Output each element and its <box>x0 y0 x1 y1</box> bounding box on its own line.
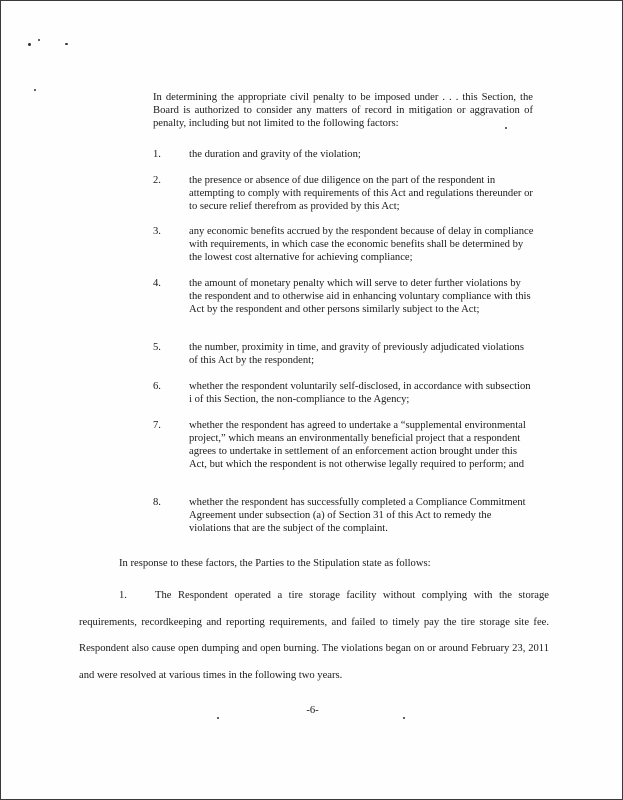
factor-number: 7. <box>153 420 161 431</box>
factor-number: 2. <box>153 175 161 186</box>
factor-number: 3. <box>153 226 161 237</box>
factor-text: the presence or absence of due diligence on the part of the respondent in attempting to comply with requirements of this Act and regulations thereunder or to secure relief therefrom as provided by this Act; <box>189 175 533 212</box>
page-number: -6- <box>306 705 319 716</box>
factor-number: 1. <box>153 149 161 160</box>
factor-number: 6. <box>153 381 161 392</box>
scan-speck <box>34 89 36 91</box>
paragraph-number: 1. <box>119 590 127 601</box>
factor-number: 4. <box>153 278 161 289</box>
factor-number: 8. <box>153 497 161 508</box>
factor-text: whether the respondent voluntarily self-disclosed, in accordance with subsection i of this Section, the non-compliance to the Agency; <box>189 381 531 405</box>
factor-text: the number, proximity in time, and gravity of previously adjudicated violations of this Act by the respondent; <box>189 342 524 366</box>
factor-text: the amount of monetary penalty which will serve to deter further violations by the respondent and to otherwise aid in enhancing voluntary compliance with this Act by the respondent and other persons similarly subject to the Act; <box>189 278 531 315</box>
quoted-statute-intro: In determining the appropriate civil penalty to be imposed under . . . this Section, the Board is authorized to consider any matters of record in mitigation or aggravation of penalty, including but not limited to the following factors: <box>153 92 533 129</box>
factor-number: 5. <box>153 342 161 353</box>
scan-speck <box>403 717 405 719</box>
paragraph-text: The Respondent operated a tire storage facility without complying with the storage requirements, recordkeeping and reporting requirements, and failed to timely pay the tire storage site fee. Respondent also cause open dumping and open burning. The violations began on or around February 23, 2011 and were resolved at various times in the following two years. <box>79 590 549 681</box>
stipulation-paragraph <box>79 583 549 689</box>
factor-text: any economic benefits accrued by the respondent because of delay in compliance with requirements, in which case the economic benefits shall be determined by the lowest cost alternative for achieving compliance; <box>189 226 534 263</box>
factor-text: whether the respondent has agreed to undertake a “supplemental environmental project,” which means an environmentally beneficial project that a respondent agrees to undertake in settlement of an enforcement action brought under this Act, but which the respondent is not otherwise legally required to perform; and <box>189 420 526 470</box>
scan-speck <box>28 43 31 46</box>
response-intro: In response to these factors, the Parties to the Stipulation state as follows: <box>119 558 431 569</box>
factor-text: whether the respondent has successfully completed a Compliance Commitment Agreement under subsection (a) of Section 31 of this Act to remedy the violations that are the subject of the complaint. <box>189 497 526 534</box>
scan-speck <box>65 43 68 45</box>
scan-speck <box>217 717 219 719</box>
factor-text: the duration and gravity of the violation; <box>189 149 361 160</box>
scan-speck <box>38 39 40 41</box>
